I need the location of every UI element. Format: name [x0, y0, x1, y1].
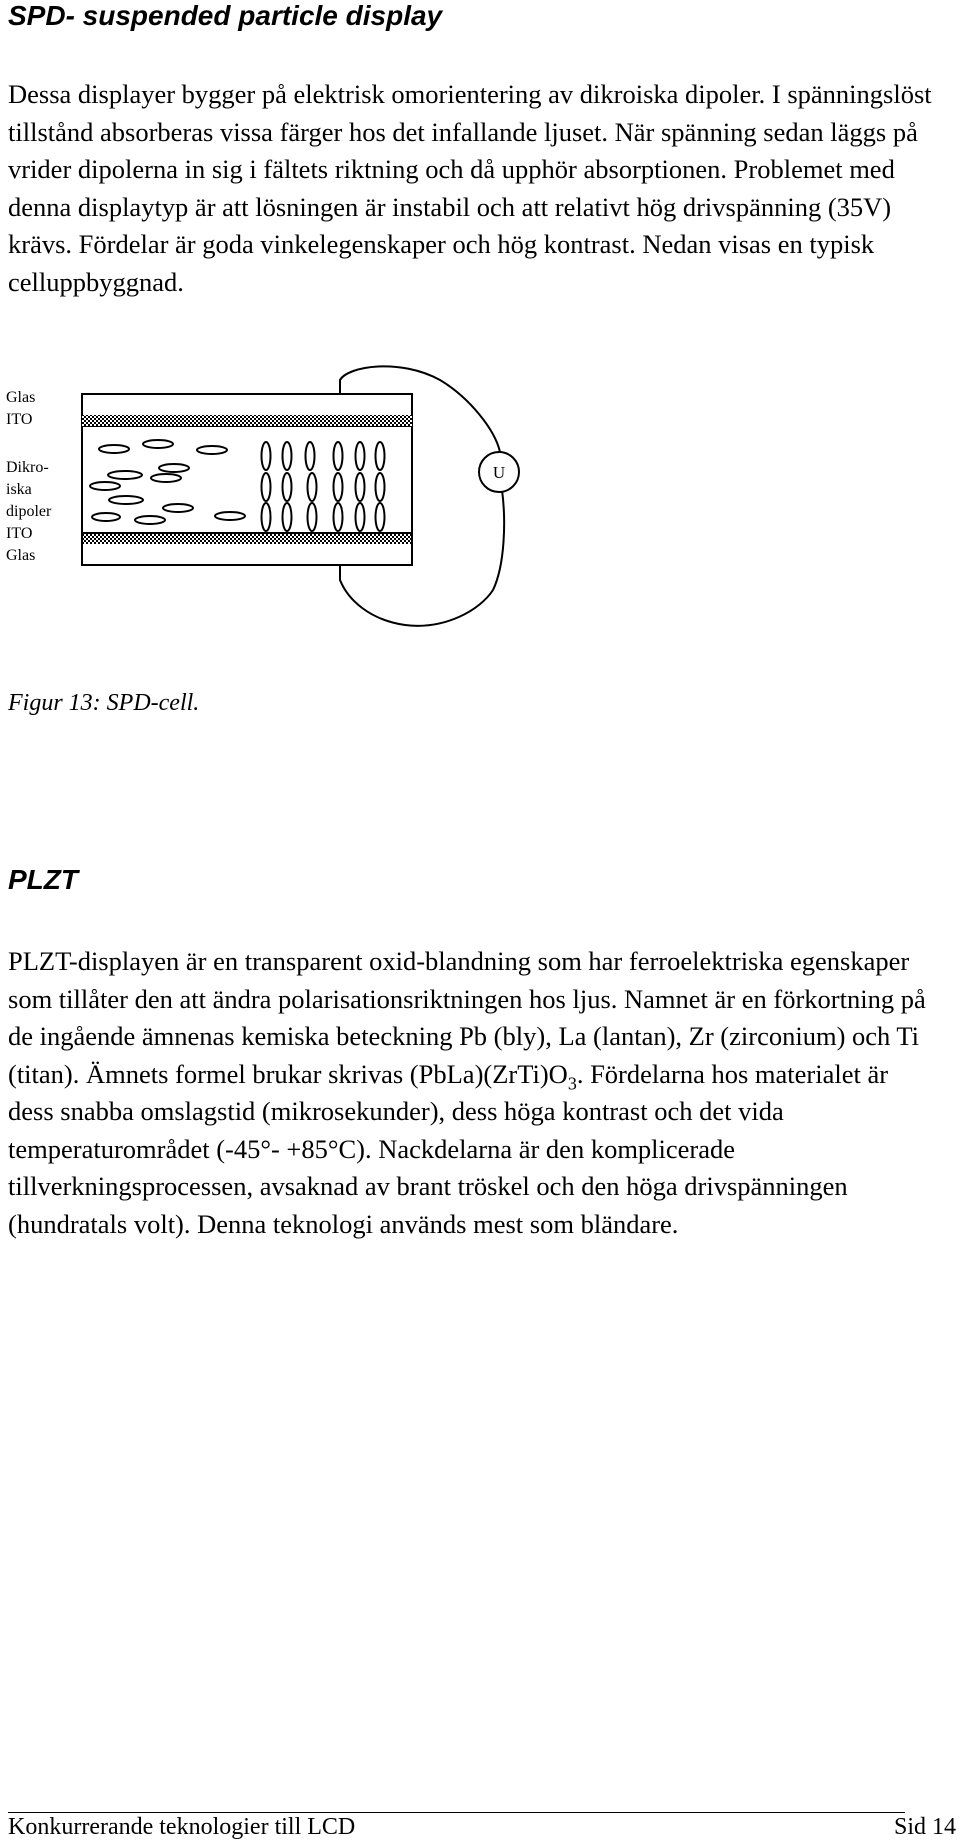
- voltage-source: [479, 452, 519, 492]
- label-glas-top: Glas: [6, 389, 36, 406]
- label-glas-bottom: Glas: [6, 547, 36, 564]
- bottom-ito-layer: [82, 533, 412, 544]
- footer-divider: [8, 1812, 905, 1813]
- label-iska: iska: [6, 481, 32, 498]
- label-dikro: Dikro-: [6, 459, 49, 476]
- figure-caption: Figur 13: SPD-cell.: [8, 690, 200, 716]
- plzt-paragraph: [8, 943, 938, 1243]
- random-dipoles: [90, 440, 245, 524]
- plzt-text-part2: . Fördelarna hos materialet är dess snabba omslagstid (mikrosekunder), dess höga kontrast och det vida temperaturområdet (-45°- +85°C). Nackdelarna är den komplicerade tillverkningsprocessen, avsaknad av brant tröskel och den höga drivspänningen (hundratals volt). Denna teknologi används mest som bländare.: [8, 1058, 889, 1239]
- plzt-text-part1: PLZT-displayen är en transparent oxid-blandning som har ferroelektriska egenskaper som tillåter den att ändra polarisationsriktningen hos ljus. Namnet är en förkortning på de ingående ämnenas kemiska beteckning Pb (bly), La (lantan), Zr (zirconium) och Ti (titan). Ämnets formel brukar skrivas (PbLa)(ZrTi)O: [8, 946, 926, 1089]
- label-ito-bottom: ITO: [6, 525, 33, 542]
- top-ito-layer: [82, 415, 412, 426]
- label-dipoler: dipoler: [6, 503, 52, 520]
- section-heading-plzt: PLZT: [8, 864, 78, 895]
- footer-title: Konkurrerande teknologier till LCD: [8, 1814, 356, 1840]
- label-ito-top: ITO: [6, 411, 33, 428]
- formula-subscript: 3: [567, 1072, 577, 1093]
- spd-paragraph: Dessa displayer bygger på elektrisk omorientering av dikroiska dipoler. I spänningslöst tillstånd absorberas vissa färger hos det infallande ljuset. När spänning sedan läggs på vrider dipolerna in sig i fältets riktning och då upphör absorptionen. Problemet med denna displaytyp är att lösningen är instabil och att relativt hög drivspänning (35V) krävs. Fördelar är goda vinkelegenskaper och hög kontrast. Nedan visas en typisk celluppbyggnad.: [8, 79, 932, 297]
- page-number: Sid 14: [894, 1814, 957, 1840]
- voltage-label: U: [492, 463, 506, 482]
- section-heading-spd: SPD- suspended particle display: [8, 0, 443, 31]
- spd-cell-diagram: [0, 360, 560, 660]
- aligned-dipoles: [262, 442, 385, 531]
